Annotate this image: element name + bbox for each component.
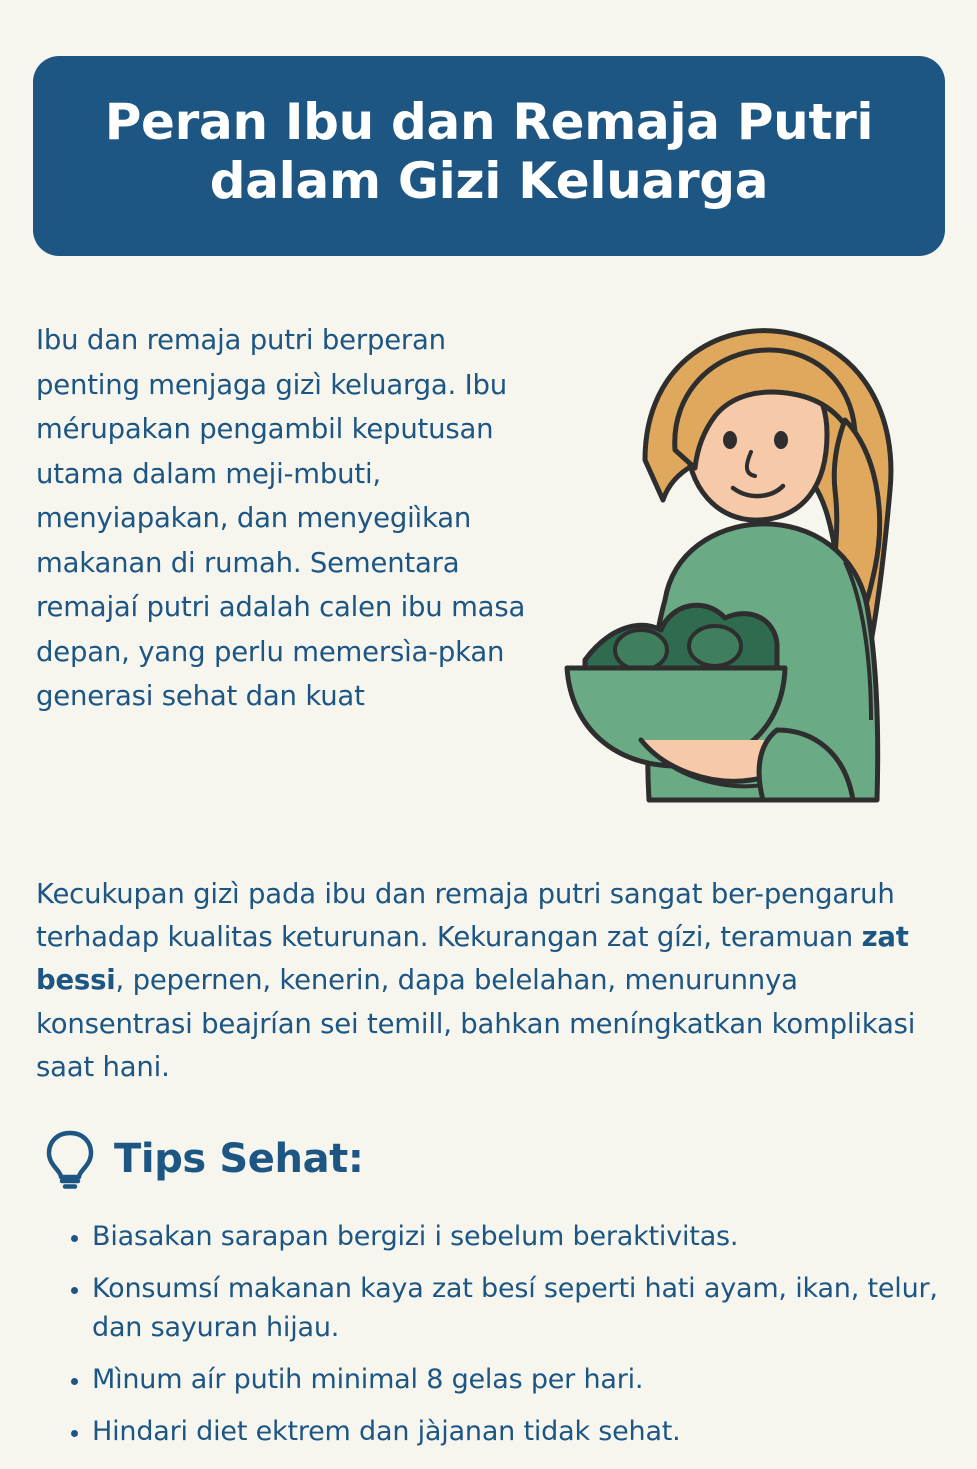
intro-section: [36, 318, 941, 719]
body-text-after-bold: , pepernen, kenerin, dapa belelahan, menurunnya konsentrasi beajrían sei temill, bahkan meníngkatkan komplikasi saat hani.: [36, 964, 916, 1084]
body-paragraph: [36, 873, 941, 1090]
page-title: Peran Ibu dan Remaja Putri dalam Gizi Keluarga: [104, 93, 874, 210]
header-banner: [33, 56, 945, 256]
tips-heading: [44, 1128, 364, 1190]
list-item: • Mìnum aír putih minimal 8 gelas per hari.: [92, 1361, 977, 1399]
body-text-before-bold: Kecukupan gizì pada ibu dan remaja putri sangat ber-pengaruh terhadap kualitas keturunan. Kekurangan zat gízi, teramuan: [36, 877, 895, 953]
list-item: • Konsumsí makanan kaya zat besí seperti hati ayam, ikan, telur, dan sayuran hijau.: [92, 1270, 977, 1347]
body-bold-term: zat bessi: [36, 920, 909, 997]
list-item: • Hindari diet ektrem dan jàjanan tidak sehat.: [92, 1413, 977, 1451]
lightbulb-icon: [44, 1128, 96, 1190]
tips-title: Tips Sehat:: [114, 1136, 364, 1182]
tips-list: [40, 1218, 977, 1466]
list-item: • Biasakan sarapan bergizi i sebelum beraktivitas.: [92, 1218, 977, 1256]
intro-paragraph: Ibu dan remaja putri berperan penting menjaga gizì keluarga. Ibu mérupakan pengambil keputusan utama dalam meji-mbuti, menyiapakan, dan menyegiìkan makanan di rumah. Sementara remajaí putri adalah calen ibu masa depan, yang perlu memersìa-pkan generasi sehat dan kuat: [36, 324, 526, 713]
